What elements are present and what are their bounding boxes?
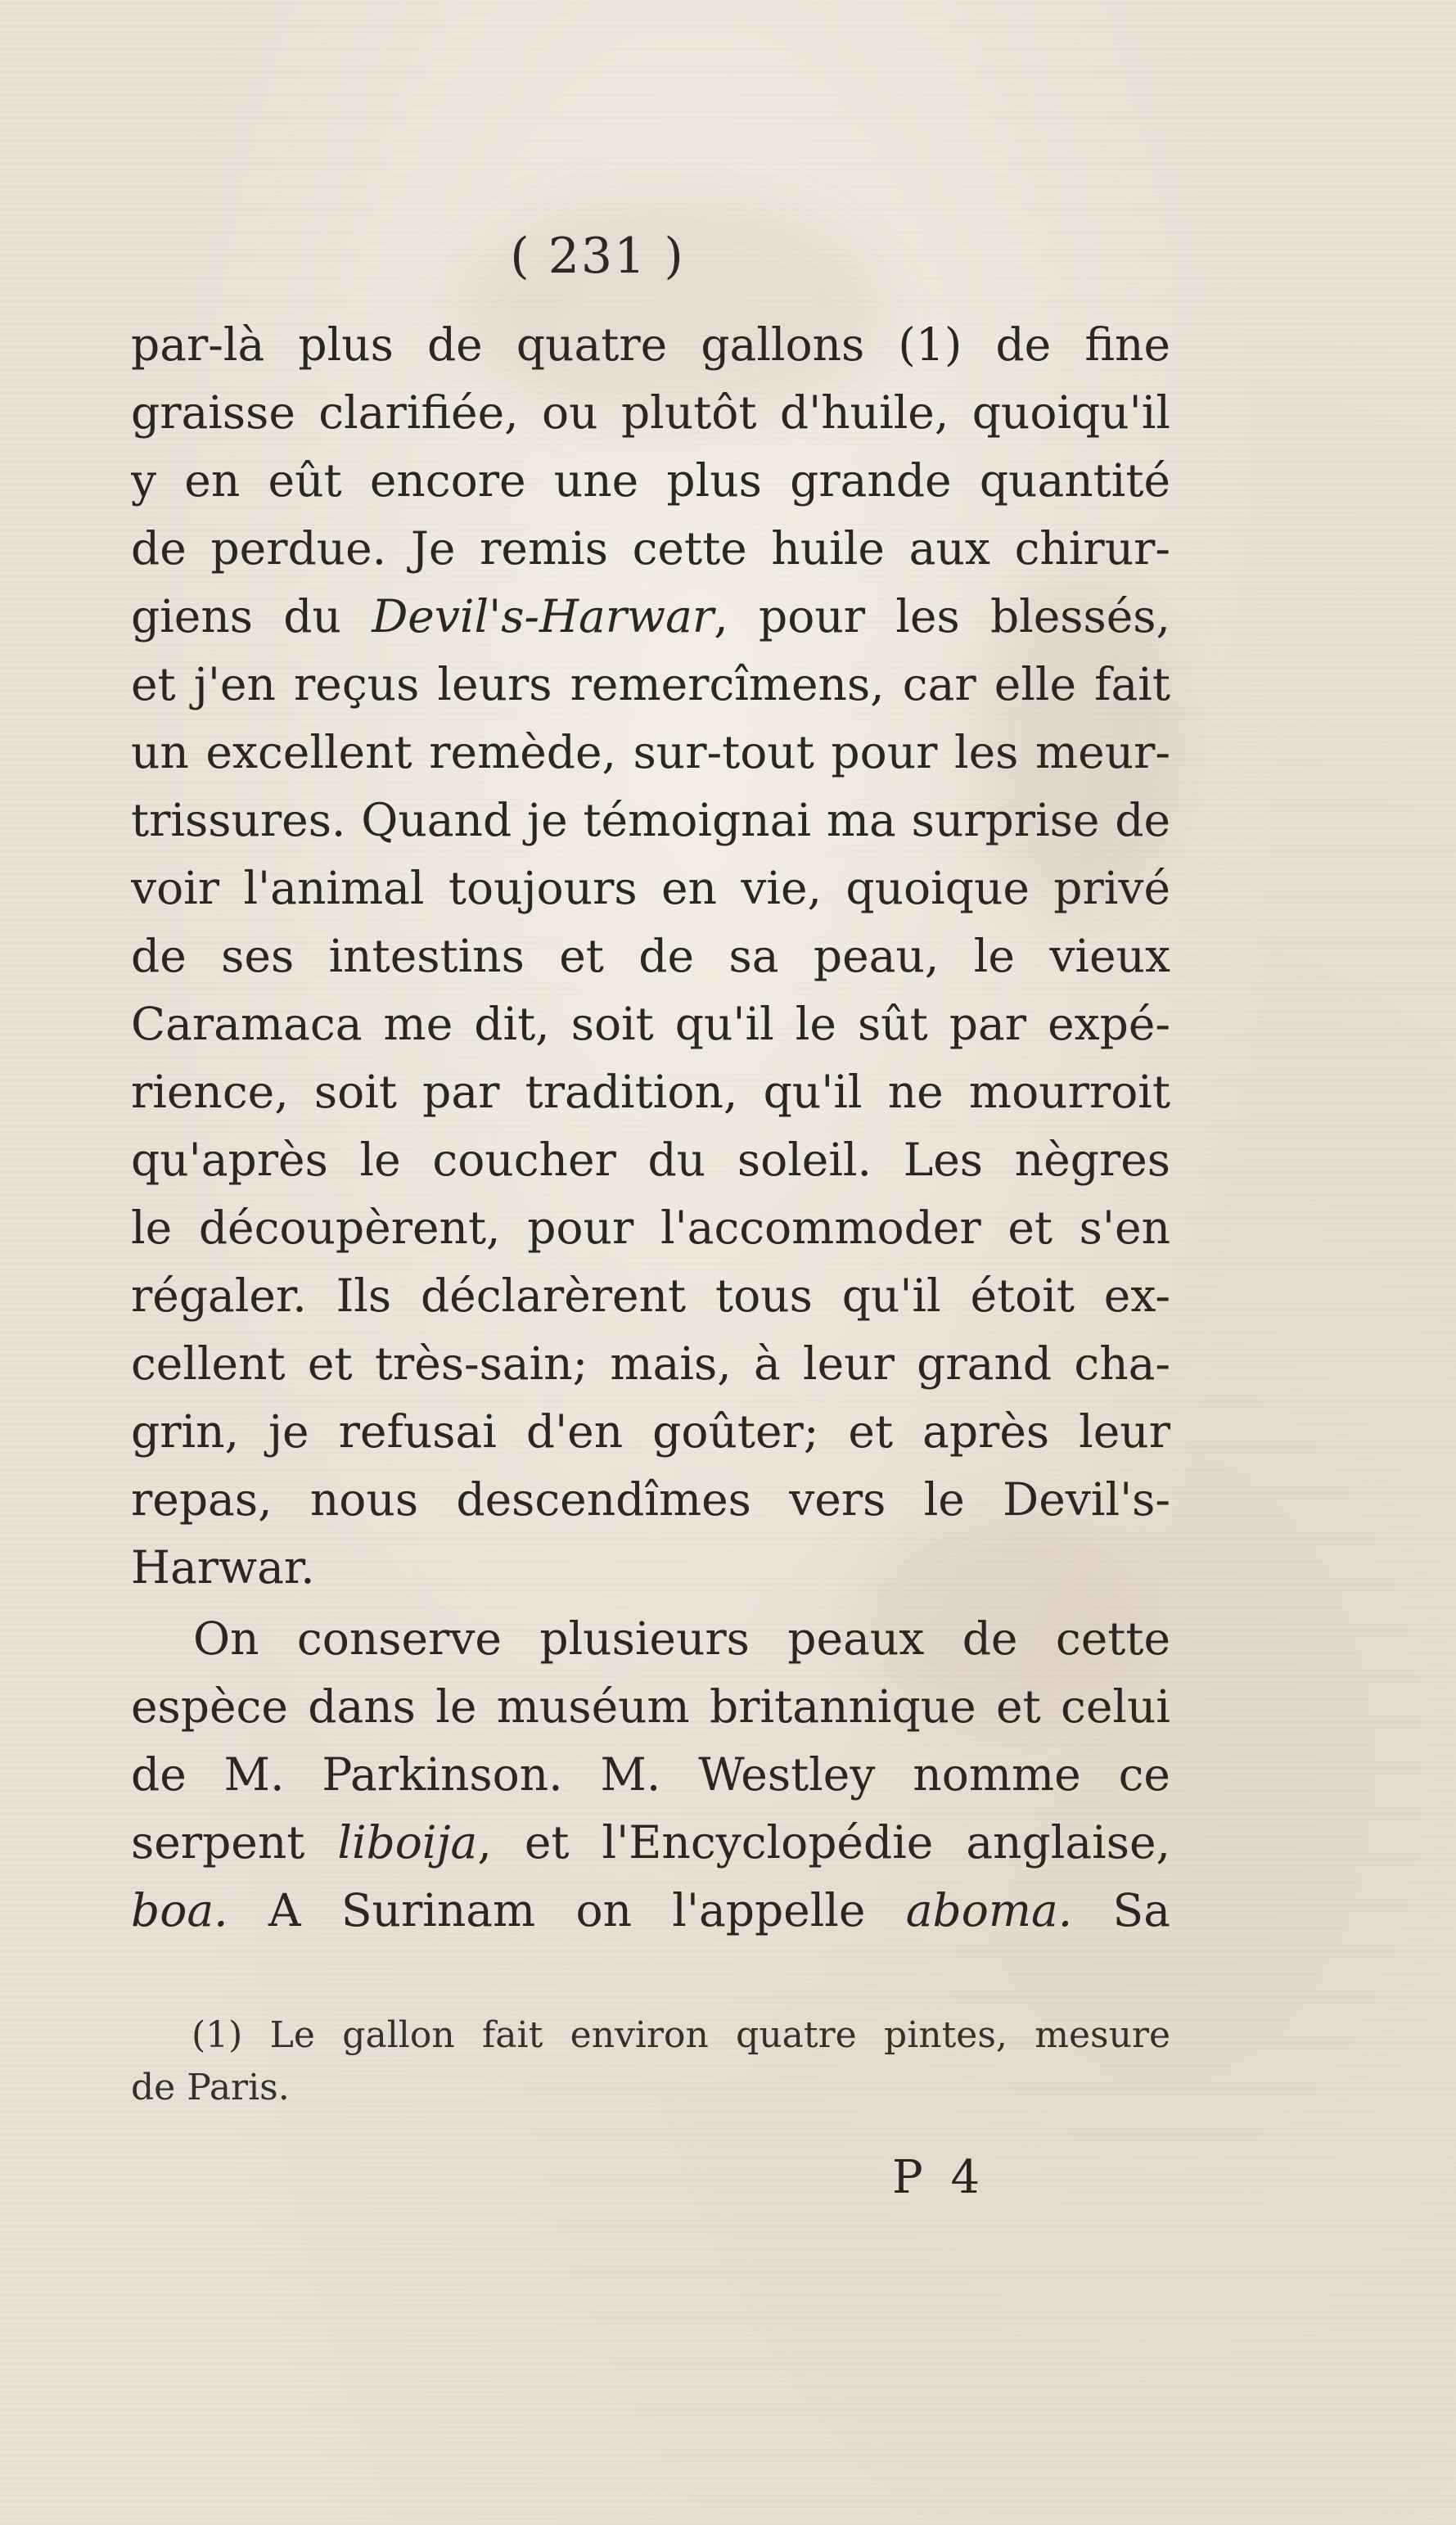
text-line: de M. Parkinson. M. Westley nomme ce	[131, 1748, 1170, 1801]
text-line: un excellent remède, sur-tout pour les meur-	[131, 726, 1170, 778]
text-line: trissures. Quand je témoignai ma surprise de	[131, 794, 1170, 846]
page-number-header: ( 231 )	[510, 228, 685, 285]
text-segment: serpent	[131, 1816, 338, 1869]
text-line: voir l'animal toujours en vie, quoique privé	[131, 862, 1170, 914]
text-line	[131, 1809, 1170, 1877]
footnote-line: de Paris.	[131, 2067, 290, 2108]
text-line	[131, 583, 1170, 651]
text-line: graisse clarifiée, ou plutôt d'huile, quoiqu'il	[131, 386, 1170, 439]
text-line: grin, je refusai d'en goûter; et après leur	[131, 1405, 1170, 1458]
text-segment: Sa	[1112, 1884, 1170, 1937]
footnote	[131, 2009, 1170, 2114]
text-line: le découpèrent, pour l'accommoder et s'en	[131, 1202, 1170, 1254]
text-line: espèce dans le muséum britannique et celui	[131, 1680, 1170, 1733]
text-segment: A Surinam on l'appelle	[268, 1884, 906, 1937]
text-line: rience, soit par tradition, qu'il ne mourroit	[131, 1066, 1170, 1118]
text-line	[131, 1877, 1170, 1945]
text-line: qu'après le coucher du soleil. Les nègres	[131, 1134, 1170, 1186]
text-segment: giens du	[131, 590, 372, 643]
text-line: y en eût encore une plus grande quantité	[131, 454, 1170, 507]
paragraph-start-line: On conserve plusieurs peaux de cette	[193, 1612, 1170, 1665]
text-line: régaler. Ils déclarèrent tous qu'il étoit ex-	[131, 1269, 1170, 1322]
text-line: par-là plus de quatre gallons (1) de fine	[131, 318, 1170, 371]
text-line: cellent et très-sain; mais, à leur grand cha-	[131, 1337, 1170, 1390]
text-segment: , pour les blessés,	[714, 590, 1170, 643]
signature-mark: P 4	[892, 2151, 987, 2204]
text-line: et j'en reçus leurs remercîmens, car elle fait	[131, 658, 1170, 710]
boa-italic: boa.	[131, 1884, 228, 1937]
text-line: Caramaca me dit, soit qu'il le sût par expé-	[131, 998, 1170, 1050]
main-text	[131, 311, 1170, 1945]
text-line: de perdue. Je remis cette huile aux chirur-	[131, 522, 1170, 575]
aboma-italic: aboma.	[905, 1884, 1073, 1937]
text-segment: , et l'Encyclopédie anglaise,	[477, 1816, 1170, 1869]
text-line: repas, nous descendîmes vers le Devil's-	[131, 1473, 1170, 1526]
liboija-italic: liboija	[337, 1816, 478, 1869]
ship-name-italic: Devil's-Harwar	[372, 590, 714, 643]
text-line: Harwar.	[131, 1541, 315, 1594]
footnote-line: (1) Le gallon fait environ quatre pintes, mesure	[192, 2014, 1170, 2056]
text-line: de ses intestins et de sa peau, le vieux	[131, 930, 1170, 982]
